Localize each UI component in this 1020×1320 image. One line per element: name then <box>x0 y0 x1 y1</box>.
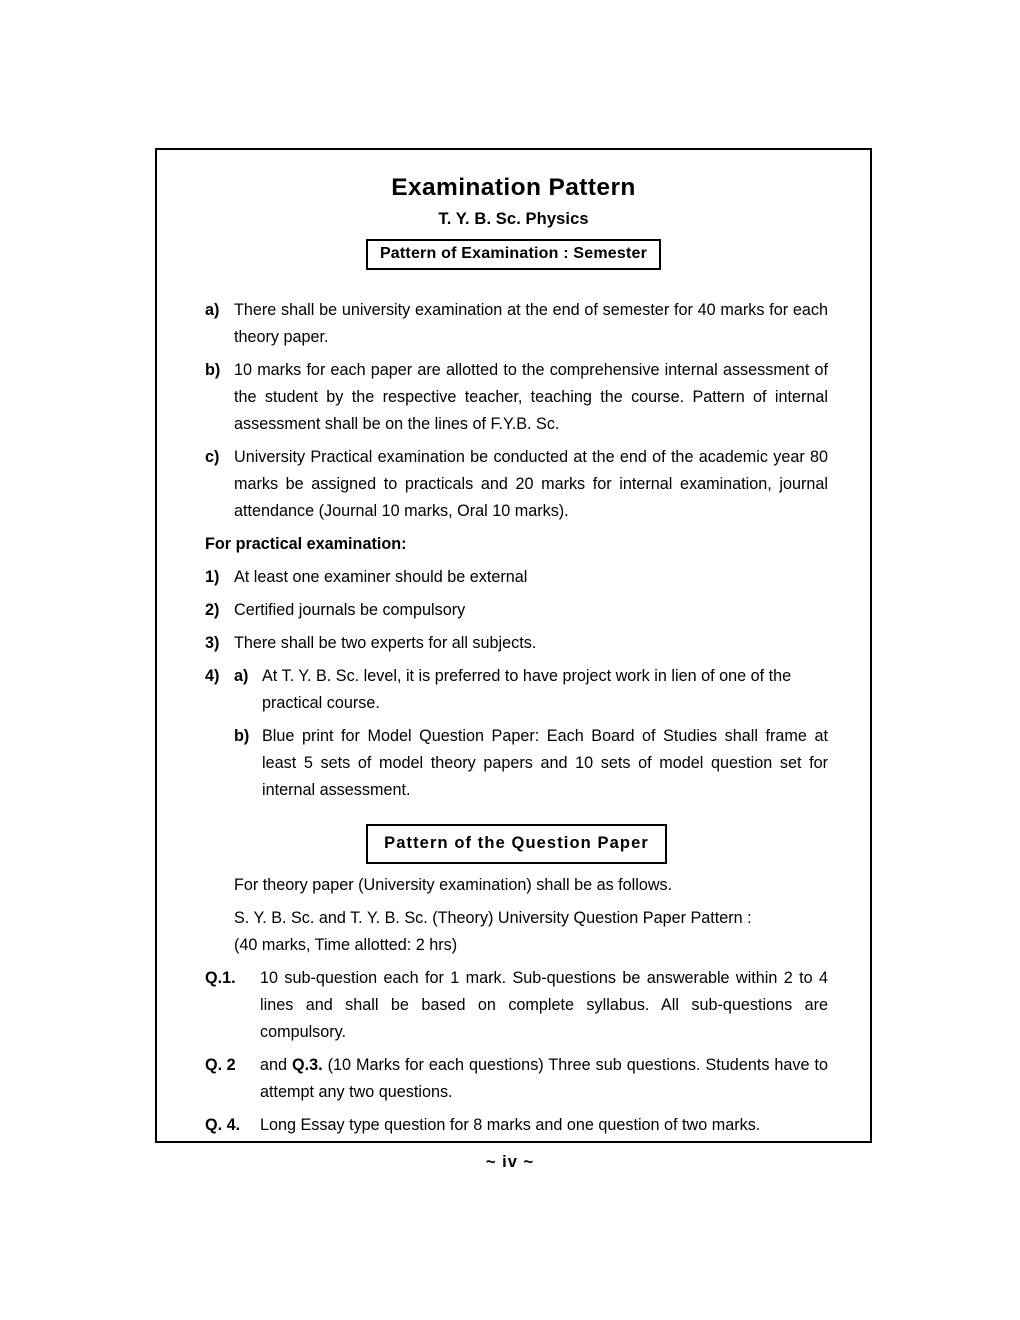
nested-list-item <box>234 663 828 717</box>
list-marker: a) <box>205 301 220 319</box>
list-item <box>205 597 828 624</box>
list-marker: 2) <box>205 601 220 619</box>
list-item-text: At least one examiner should be external <box>234 568 528 586</box>
list-item-text: There shall be university examination at the end of semester for 40 marks for each theory paper. <box>234 301 828 346</box>
spacer <box>205 864 828 872</box>
question-paper-intro-line-3: (40 marks, Time allotted: 2 hrs) <box>234 936 458 954</box>
boxed-heading-pattern-of-examination: Pattern of Examination : Semester <box>366 239 661 270</box>
question-text-before: and <box>260 1056 292 1074</box>
spacer <box>205 810 828 824</box>
list-marker: c) <box>205 448 220 466</box>
section-heading-practical-examination: For practical examination: <box>205 535 407 553</box>
list-item <box>205 297 828 351</box>
list-item-text: Certified journals be compulsory <box>234 601 466 619</box>
list-item-text: 10 marks for each paper are allotted to the comprehensive internal assessment of the student by the respective teacher, teaching the course. Pattern of internal assessment shall be on the lines of F.Y.B. Sc. <box>234 361 828 433</box>
question-paper-intro-line-2: S. Y. B. Sc. and T. Y. B. Sc. (Theory) University Question Paper Pattern : <box>234 909 752 927</box>
boxed-heading-pattern-of-question-paper: Pattern of the Question Paper <box>366 824 667 864</box>
list-marker: 4) <box>205 667 220 685</box>
list-item <box>205 444 828 525</box>
document-body <box>205 297 828 1139</box>
nested-list-marker: b) <box>234 727 250 745</box>
question-marker: Q. 4. <box>205 1116 241 1134</box>
question-item <box>205 1052 828 1106</box>
question-text: 10 sub-question each for 1 mark. Sub-questions be answerable within 2 to 4 lines and shall be based on complete syllabus. All sub-questions are compulsory. <box>260 969 828 1041</box>
question-text-after: (10 Marks for each questions) Three sub questions. Students have to attempt any two questions. <box>260 1056 828 1101</box>
page-title: Examination Pattern <box>391 174 636 201</box>
nested-list-item-text: At T. Y. B. Sc. level, it is preferred to have project work in lien of one of the practical course. <box>262 667 792 712</box>
boxed-heading-examination-wrap <box>157 229 870 270</box>
list-item <box>205 564 828 591</box>
list-marker: 3) <box>205 634 220 652</box>
question-item <box>205 965 828 1046</box>
page-footer: ~ iv ~ <box>485 1153 535 1171</box>
nested-list-item <box>234 723 828 804</box>
question-paper-intro-line-1: For theory paper (University examination) shall be as follows. <box>234 876 673 894</box>
page-subtitle: T. Y. B. Sc. Physics <box>438 210 589 229</box>
page-frame <box>155 148 872 1143</box>
list-marker: b) <box>205 361 221 379</box>
question-marker: Q. 2 <box>205 1056 236 1074</box>
list-item-text: University Practical examination be conducted at the end of the academic year 80 marks be assigned to practicals and 20 marks for internal examination, journal attendance (Journal 10 marks, Oral 10 marks). <box>234 448 828 520</box>
nested-list-item-text: Blue print for Model Question Paper: Each Board of Studies shall frame at least 5 sets of model theory papers and 10 sets of model question set for internal assessment. <box>262 727 828 799</box>
list-item <box>205 357 828 438</box>
question-marker: Q.1. <box>205 969 236 987</box>
question-text-bold: Q.3. <box>292 1056 323 1074</box>
nested-list <box>234 663 828 804</box>
nested-list-marker: a) <box>234 667 249 685</box>
list-item <box>205 630 828 657</box>
boxed-heading-question-paper-wrap <box>205 824 828 864</box>
question-item <box>205 1112 828 1139</box>
question-text <box>260 1052 828 1106</box>
list-item-text: There shall be two experts for all subjects. <box>234 634 537 652</box>
question-text: Long Essay type question for 8 marks and one question of two marks. <box>260 1116 761 1134</box>
list-marker: 1) <box>205 568 220 586</box>
list-item-4 <box>205 663 828 804</box>
